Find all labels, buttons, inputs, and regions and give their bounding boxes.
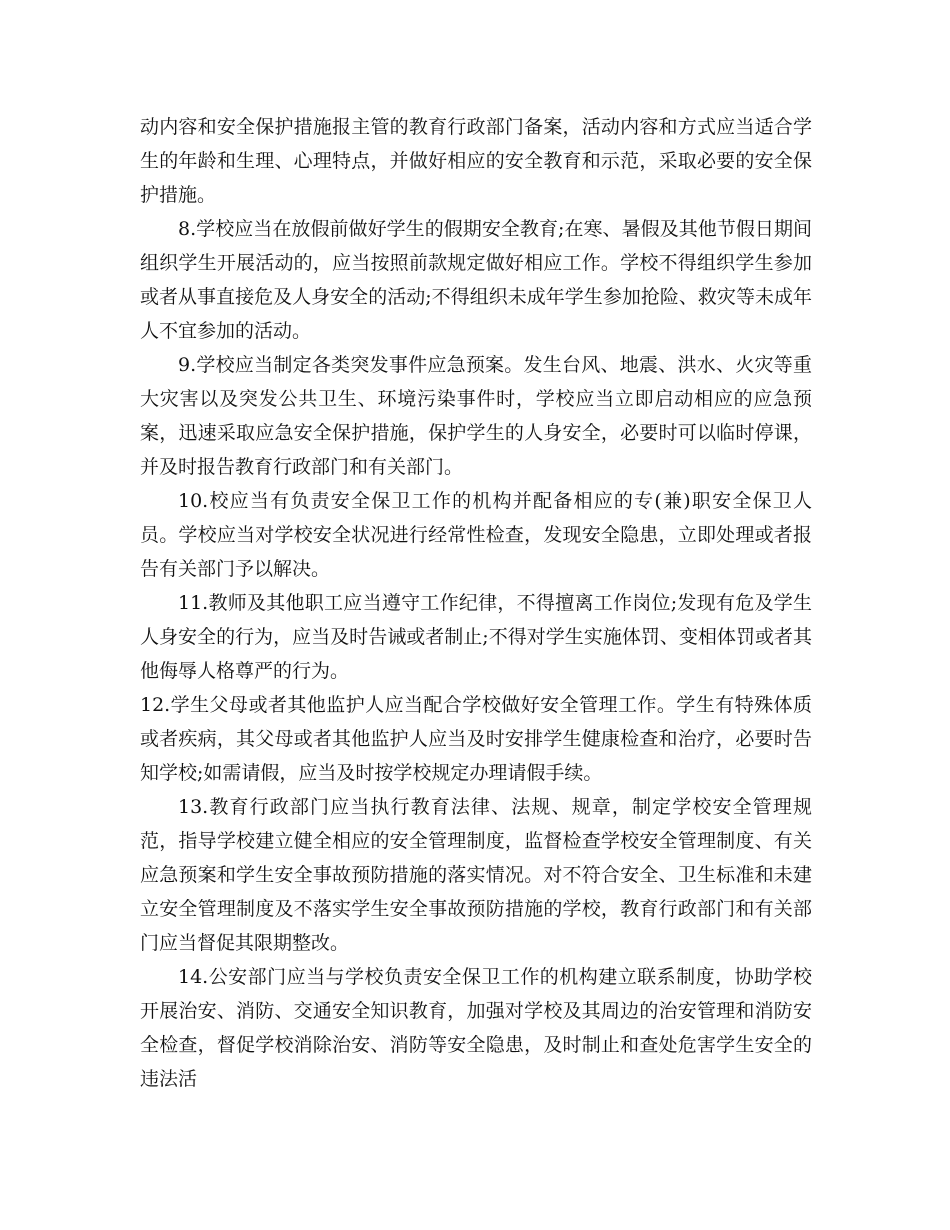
paragraph-item-13: 13.教育行政部门应当执行教育法律、法规、规章，制定学校安全管理规范，指导学校建立健全相应的安全管理制度，监督检查学校安全管理制度、有关应急预案和学生安全事故预防措施的落实情况。对不符合安全、卫生标准和未建立安全管理制度及不落实学生安全事故预防措施的学校，教育行政部门和有关部门应当督促其限期整改。 bbox=[140, 796, 812, 954]
paragraph-continuation: 动内容和安全保护措施报主管的教育行政部门备案，活动内容和方式应当适合学生的年龄和生理、心理特点，并做好相应的安全教育和示范，采取必要的安全保护措施。 bbox=[140, 116, 812, 206]
paragraph-item-14: 14.公安部门应当与学校负责安全保卫工作的机构建立联系制度，协助学校开展治安、消防、交通安全知识教育，加强对学校及其周边的治安管理和消防安全检查，督促学校消除治安、消防等安全隐患，及时制止和查处危害学生安全的违法活 bbox=[140, 966, 812, 1090]
paragraph-item-8: 8.学校应当在放假前做好学生的假期安全教育;在寒、暑假及其他节假日期间组织学生开展活动的，应当按照前款规定做好相应工作。学校不得组织学生参加或者从事直接危及人身安全的活动;不得组织未成年学生参加抢险、救灾等未成年人不宜参加的活动。 bbox=[140, 218, 812, 342]
paragraph-item-9: 9.学校应当制定各类突发事件应急预案。发生台风、地震、洪水、火灾等重大灾害以及突发公共卫生、环境污染事件时，学校应当立即启动相应的应急预案，迅速采取应急安全保护措施，保护学生的人身安全，必要时可以临时停课，并及时报告教育行政部门和有关部门。 bbox=[140, 354, 812, 478]
paragraph-item-10: 10.校应当有负责安全保卫工作的机构并配备相应的专(兼)职安全保卫人员。学校应当对学校安全状况进行经常性检查，发现安全隐患，立即处理或者报告有关部门予以解决。 bbox=[140, 490, 812, 580]
paragraph-item-12: 12.学生父母或者其他监护人应当配合学校做好安全管理工作。学生有特殊体质或者疾病，其父母或者其他监护人应当及时安排学生健康检查和治疗，必要时告知学校;如需请假，应当及时按学校规定办理请假手续。 bbox=[140, 694, 812, 784]
paragraph-item-11: 11.教师及其他职工应当遵守工作纪律，不得擅离工作岗位;发现有危及学生人身安全的行为，应当及时告诫或者制止;不得对学生实施体罚、变相体罚或者其他侮辱人格尊严的行为。 bbox=[140, 592, 812, 682]
document-body bbox=[140, 110, 812, 1096]
